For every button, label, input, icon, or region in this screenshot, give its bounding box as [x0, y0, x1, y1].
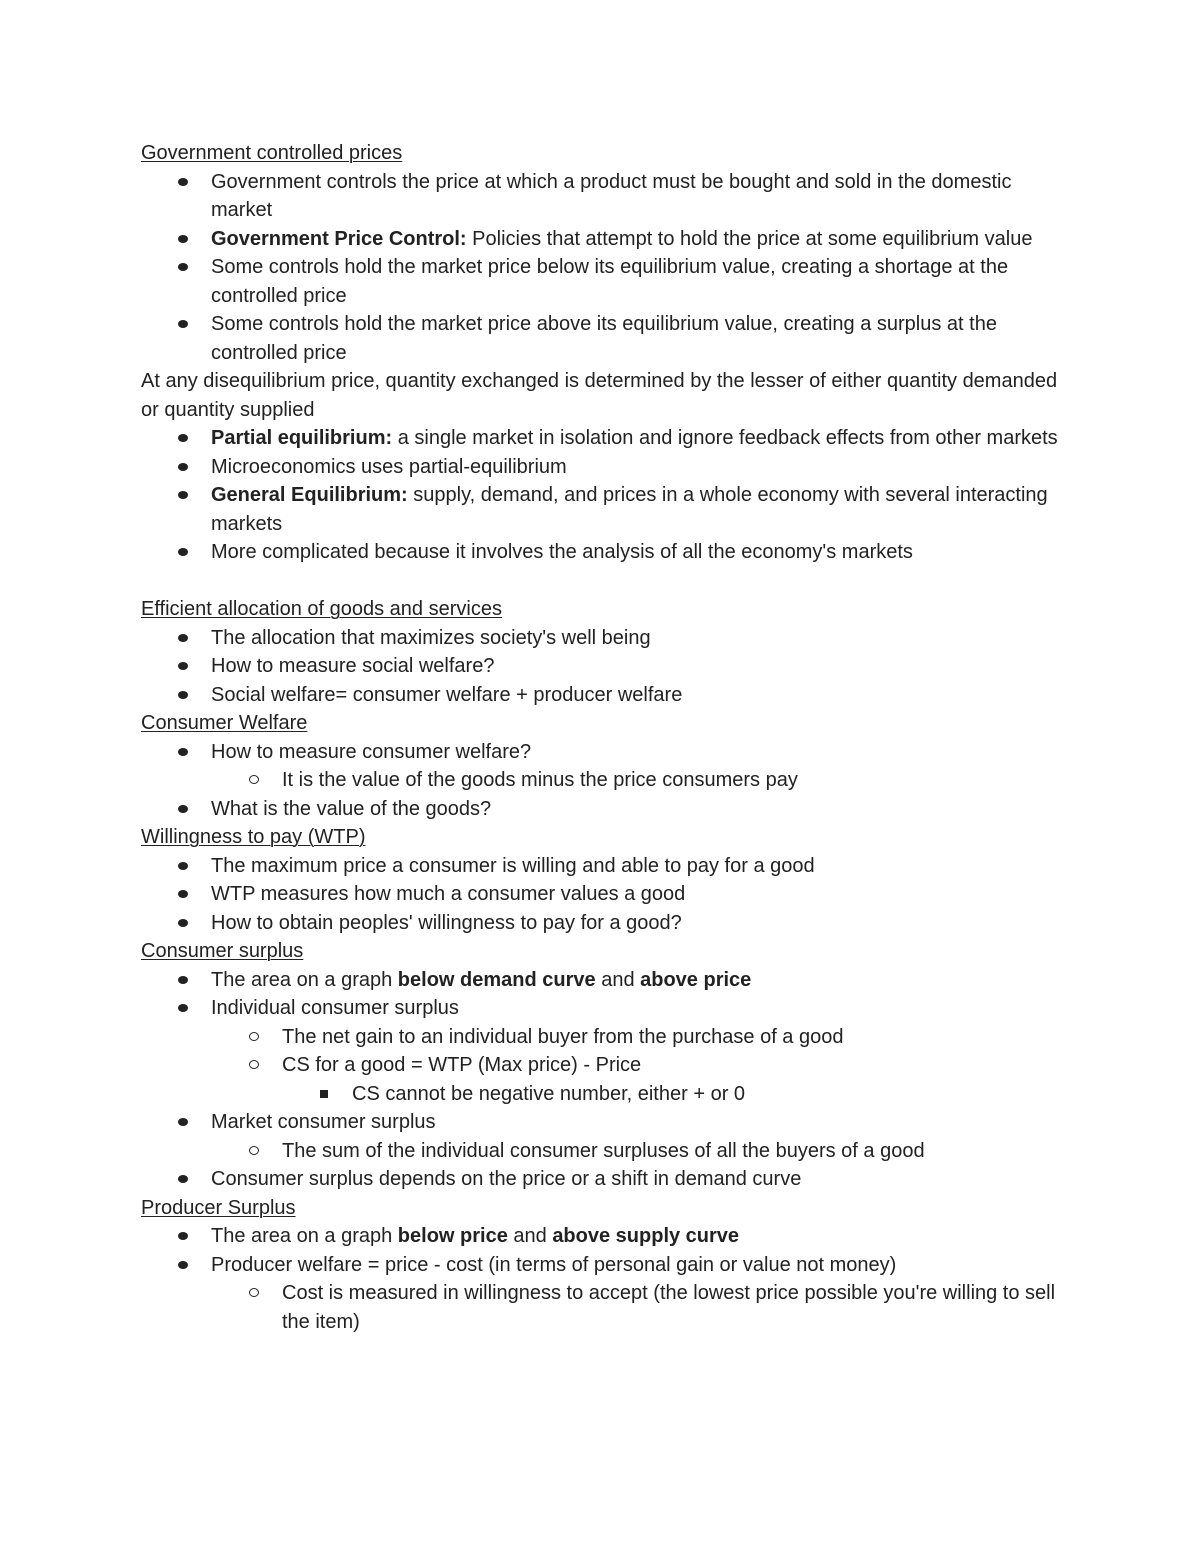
bullet-icon	[178, 634, 188, 642]
list-item: The allocation that maximizes society's well being	[141, 624, 1071, 653]
bullet-icon	[178, 1261, 188, 1269]
bullet-icon	[178, 434, 188, 442]
blank-line	[141, 567, 1071, 596]
list-item: More complicated because it involves the analysis of all the economy's markets	[141, 538, 1071, 567]
bullet-icon	[178, 491, 188, 499]
list-item: How to measure social welfare?	[141, 652, 1071, 681]
list-item: Microeconomics uses partial-equilibrium	[141, 453, 1071, 482]
list-item: How to measure consumer welfare?	[141, 738, 1071, 767]
list-item: Government controls the price at which a product must be bought and sold in the domestic market	[141, 168, 1071, 225]
bullet-list	[141, 624, 1071, 710]
list-item: The area on a graph below price and above supply curve	[141, 1222, 1071, 1251]
bullet-list	[141, 852, 1071, 938]
list-item: The sum of the individual consumer surpluses of all the buyers of a good	[141, 1137, 1071, 1166]
list-item: CS cannot be negative number, either + or 0	[141, 1080, 1071, 1109]
bullet-list	[141, 168, 1071, 368]
list-item: Some controls hold the market price below its equilibrium value, creating a shortage at the controlled price	[141, 253, 1071, 310]
list-item: CS for a good = WTP (Max price) - Price	[141, 1051, 1071, 1080]
bullet-icon	[178, 1232, 188, 1240]
term: below demand curve	[397, 968, 596, 991]
term: Partial equilibrium:	[211, 427, 393, 449]
bullet-icon	[178, 1118, 188, 1126]
list-item: Individual consumer surplus	[141, 994, 1071, 1023]
paragraph: At any disequilibrium price, quantity exchanged is determined by the lesser of either quantity demanded or quantity supplied	[141, 370, 1058, 421]
section-heading-consumer-welfare: Consumer Welfare	[141, 712, 308, 734]
bullet-icon	[178, 320, 188, 328]
list-item: WTP measures how much a consumer values a good	[141, 880, 1071, 909]
bullet-icon	[178, 178, 188, 186]
term: Government Price Control:	[211, 227, 467, 250]
bullet-icon	[178, 862, 188, 870]
bullet-icon	[178, 263, 188, 271]
list-item: Producer welfare = price - cost (in terms of personal gain or value not money)	[141, 1251, 1071, 1280]
list-item: Consumer surplus depends on the price or a shift in demand curve	[141, 1165, 1071, 1194]
bullet-icon	[178, 919, 188, 927]
list-item: Cost is measured in willingness to accept (the lowest price possible you're willing to sell the item)	[141, 1279, 1071, 1336]
circle-bullet-icon	[249, 775, 259, 784]
bullet-icon	[178, 691, 188, 699]
list-item: The net gain to an individual buyer from the purchase of a good	[141, 1023, 1071, 1052]
bullet-icon	[178, 805, 188, 813]
list-item: Social welfare= consumer welfare + producer welfare	[141, 681, 1071, 710]
section-heading-efficient-allocation: Efficient allocation of goods and services	[141, 598, 502, 620]
circle-bullet-icon	[249, 1032, 259, 1041]
bullet-icon	[178, 463, 188, 471]
bullet-icon	[178, 890, 188, 898]
section-heading-willingness-to-pay: Willingness to pay (WTP)	[141, 826, 366, 848]
bullet-list	[141, 424, 1071, 567]
bullet-icon	[178, 235, 188, 243]
list-item: Some controls hold the market price above its equilibrium value, creating a surplus at the controlled price	[141, 310, 1071, 367]
bullet-icon	[178, 1004, 188, 1012]
bullet-icon	[178, 748, 188, 756]
circle-bullet-icon	[249, 1288, 259, 1297]
term: below price	[397, 1225, 508, 1247]
section-heading-government-controlled-prices: Government controlled prices	[141, 142, 403, 164]
square-bullet-icon	[320, 1090, 328, 1098]
section-heading-consumer-surplus: Consumer surplus	[141, 940, 304, 962]
bullet-icon	[178, 662, 188, 670]
list-item: How to obtain peoples' willingness to pay for a good?	[141, 909, 1071, 938]
document-page	[141, 139, 1071, 1336]
list-item: Market consumer surplus	[141, 1108, 1071, 1137]
bullet-list	[141, 738, 1071, 824]
list-item: General Equilibrium: supply, demand, and prices in a whole economy with several interacting markets	[141, 481, 1071, 538]
list-item: What is the value of the goods?	[141, 795, 1071, 824]
section-heading-producer-surplus: Producer Surplus	[141, 1196, 296, 1219]
list-item: It is the value of the goods minus the price consumers pay	[141, 766, 1071, 795]
bullet-icon	[178, 1175, 188, 1183]
term: above supply curve	[552, 1225, 740, 1247]
list-item: Partial equilibrium: a single market in isolation and ignore feedback effects from other markets	[141, 424, 1071, 453]
circle-bullet-icon	[249, 1060, 259, 1069]
bullet-icon	[178, 548, 188, 556]
circle-bullet-icon	[249, 1146, 259, 1155]
list-item: The maximum price a consumer is willing and able to pay for a good	[141, 852, 1071, 881]
term: General Equilibrium:	[211, 484, 408, 506]
bullet-icon	[178, 976, 188, 984]
list-item: The area on a graph below demand curve and above price	[141, 966, 1071, 995]
bullet-list	[141, 966, 1071, 1194]
bullet-list	[141, 1222, 1071, 1336]
term: above price	[640, 968, 752, 991]
list-item: Government Price Control: Policies that attempt to hold the price at some equilibrium value	[141, 225, 1071, 254]
